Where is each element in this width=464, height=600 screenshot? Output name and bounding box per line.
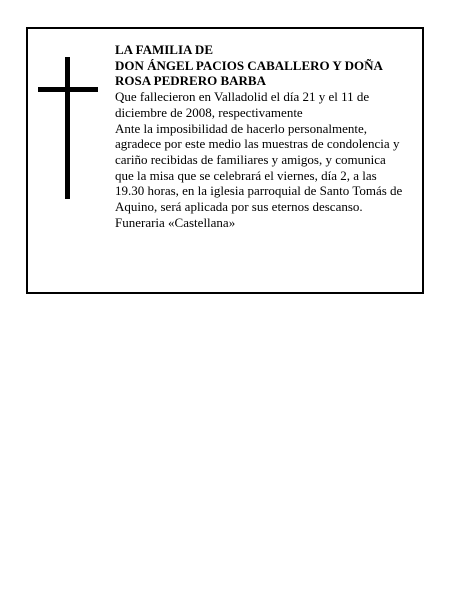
body-line: agradece por este medio las muestras de condolencia y [115, 136, 400, 152]
body-line: Ante la imposibilidad de hacerlo personalmente, [115, 120, 367, 136]
funeral-home-line: Funeraria «Castellana» [115, 214, 236, 230]
body-line: Que fallecieron en Valladolid el día 21 y el 11 de [115, 89, 370, 105]
body-line: Aquino, será aplicada por sus eternos descanso. [115, 199, 363, 215]
obituary-notice [26, 27, 424, 294]
body-line: 19.30 horas, en la iglesia parroquial de Santo Tomás de [115, 183, 403, 199]
cross-vertical-bar [65, 57, 70, 199]
heading-deceased-line-2: ROSA PEDRERO BARBA [115, 73, 266, 89]
notice-text [115, 42, 421, 230]
heading-deceased-line-1: DON ÁNGEL PACIOS CABALLERO Y DOÑA [115, 57, 383, 73]
cross-icon [38, 57, 98, 199]
body-line: que la misa que se celebrará el viernes, día 2, a las [115, 167, 377, 183]
body-line: diciembre de 2008, respectivamente [115, 104, 303, 120]
heading-family-line: LA FAMILIA DE [115, 42, 213, 57]
body-line: cariño recibidas de familiares y amigos, y comunica [115, 151, 386, 167]
cross-horizontal-bar [38, 87, 98, 92]
